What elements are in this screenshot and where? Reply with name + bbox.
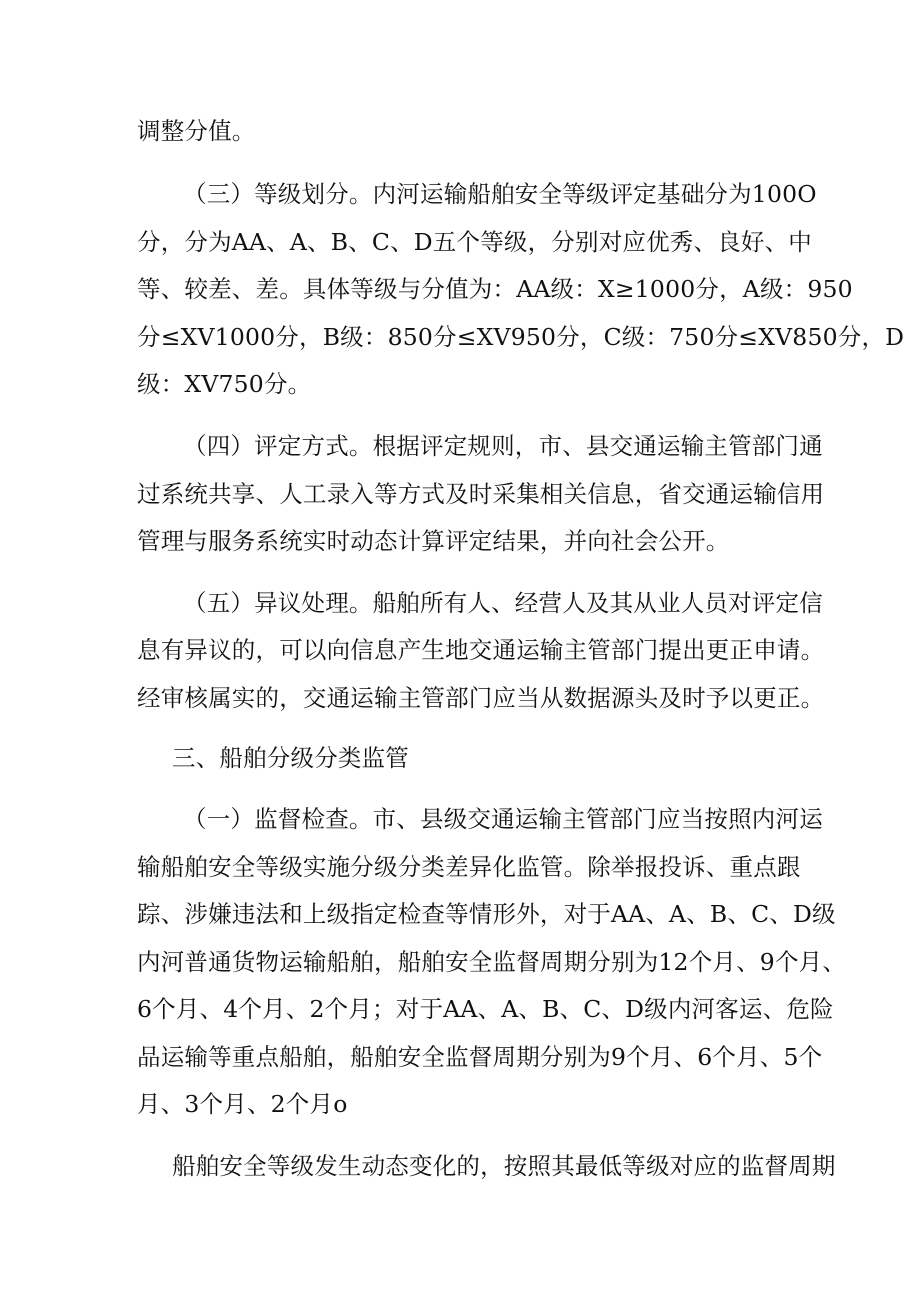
text-line: （五）异议处理。船舶所有人、经营人及其从业人员对评定信 <box>183 589 823 617</box>
section-heading: 三、船舶分级分类监管 <box>172 744 409 772</box>
text-line: 内河普通货物运输船舶，船舶安全监督周期分别为12个月、9个月、 <box>137 948 847 976</box>
text-line: 过系统共享、人工录入等方式及时采集相关信息，省交通运输信用 <box>137 480 825 508</box>
text-line: 月、3个月、2个月o <box>137 1090 348 1118</box>
text-line: 6个月、4个月、2个月；对于AA、A、B、C、D级内河客运、危险 <box>137 995 834 1023</box>
text-line: （一）监督检查。市、县级交通运输主管部门应当按照内河运 <box>183 805 823 833</box>
text-line: 输船舶安全等级实施分级分类差异化监管。除举报投诉、重点跟 <box>137 853 801 881</box>
text-line: 息有异议的，可以向信息产生地交通运输主管部门提出更正申请。 <box>137 636 825 664</box>
text-line: 调整分值。 <box>137 117 256 145</box>
text-line: 经审核属实的，交通运输主管部门应当从数据源头及时予以更正。 <box>137 684 825 712</box>
text-line: 等、较差、差。具体等级与分值为：AA级：X≥1000分，A级：950 <box>137 275 853 303</box>
text-line: 品运输等重点船舶，船舶安全监督周期分别为9个月、6个月、5个 <box>137 1043 823 1071</box>
text-line: 分≤XV1000分，B级：850分≤XV950分，C级：750分≤XV850分，D <box>137 323 905 351</box>
text-line: 船舶安全等级发生动态变化的，按照其最低等级对应的监督周期 <box>172 1152 836 1180</box>
text-line: 踪、涉嫌违法和上级指定检查等情形外，对于AA、A、B、C、D级 <box>137 900 836 928</box>
text-line: （三）等级划分。内河运输船舶安全等级评定基础分为100O <box>183 180 817 208</box>
text-line: 分，分为AA、A、B、C、D五个等级，分别对应优秀、良好、中 <box>137 228 813 256</box>
text-line: 管理与服务系统实时动态计算评定结果，并向社会公开。 <box>137 527 730 555</box>
text-line: （四）评定方式。根据评定规则，市、县交通运输主管部门通 <box>183 432 823 460</box>
text-line: 级：XV750分。 <box>137 370 312 398</box>
